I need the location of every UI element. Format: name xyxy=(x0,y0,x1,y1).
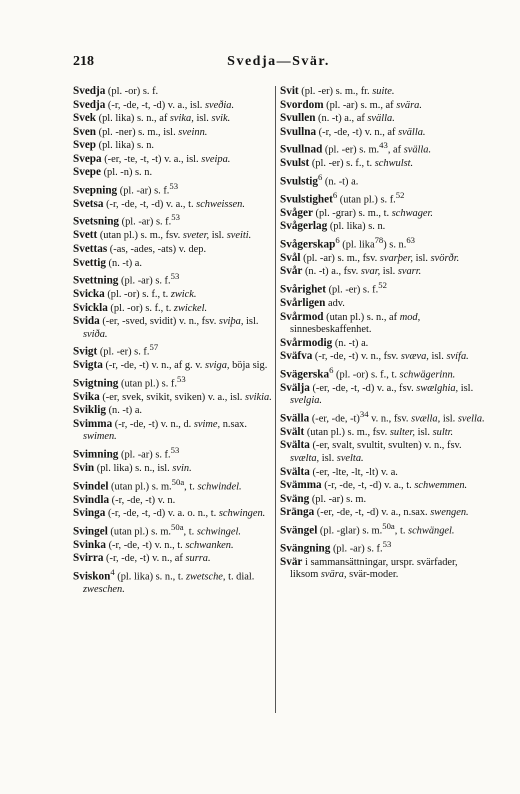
dictionary-entry: Svep (pl. lika) s. n. xyxy=(73,139,155,152)
dictionary-entry: Svinka (-r, -de, -t) v. n., t. schwanken. xyxy=(73,538,234,551)
dictionary-entry: Svepe (pl. -n) s. n. xyxy=(73,166,153,179)
dictionary-entry: Svär i sammansättningar, urspr. svärfader, liksom svära, svär-moder. xyxy=(280,555,458,581)
dictionary-entry: Svulstighet$^6$ (utan pl.) s. f.$^{52}$ xyxy=(280,189,405,206)
column-divider xyxy=(275,86,276,713)
dictionary-entry: Svullna (-r, -de, -t) v. n., af svälla. xyxy=(280,125,426,138)
dictionary-entry: Svedja (-r, -de, -t, -d) v. a., isl. sveðia. xyxy=(73,98,235,111)
dictionary-entry: Svåger (pl. -grar) s. m., t. schwager. xyxy=(280,206,433,219)
dictionary-entry: Svinga (-r, -de, -t, -d) v. a. o. n., t. schwingen. xyxy=(73,507,266,520)
dictionary-entry: Svettig (n. -t) a. xyxy=(73,256,143,269)
dictionary-entry: Svullen (n. -t) a., af svälla. xyxy=(280,112,395,125)
dictionary-entry: Svett (utan pl.) s. m., fsv. sveter, isl. sveiti. xyxy=(73,229,252,242)
dictionary-entry: Sränga (-er, -de, -t, -d) v. a., n.sax. swengen. xyxy=(280,506,469,519)
dictionary-entry: Svit (pl. -er) s. m., fr. suite. xyxy=(280,85,395,97)
dictionary-entry: Svingel (utan pl.) s. m.$^{50a}$, t. schwingel. xyxy=(73,521,241,538)
dictionary-entry: Svulstig$^6$ (n. -t) a. xyxy=(280,171,359,188)
dictionary-entry: Svetsa (-r, -de, -t, -d) v. a., t. schweissen. xyxy=(73,197,245,210)
dictionary-entry: Svårighet (pl. -er) s. f.$^{52}$ xyxy=(280,279,387,296)
dictionary-entry: Svigta (-r, -de, -t) v. n., af g. v. sviga, böja sig. xyxy=(73,359,268,372)
dictionary-entry: Svepning (pl. -ar) s. f.$^{53}$ xyxy=(73,180,179,197)
dictionary-entry: Svedja (pl. -or) s. f. xyxy=(73,85,159,97)
dictionary-entry: Svimma (-r, -de, -t) v. n., d. svime, n.sax. swimen. xyxy=(73,417,247,443)
dictionary-entry: Svirra (-r, -de, -t) v. n., af surra. xyxy=(73,552,211,565)
dictionary-entry: Svängel (pl. -glar) s. m.$^{50a}$, t. schwängel. xyxy=(280,520,455,537)
dictionary-entry: Svettning (pl. -ar) s. f.$^{53}$ xyxy=(73,271,180,287)
page-header xyxy=(73,54,484,72)
dictionary-entry: Svindel (utan pl.) s. m.$^{50a}$, t. schwindel. xyxy=(73,476,242,493)
dictionary-entry: Svickla (pl. -or) s. f., t. zwickel. xyxy=(73,301,208,314)
dictionary-entry: Svin (pl. lika) s. n., isl. svin. xyxy=(73,462,192,475)
dictionary-entry: Sven (pl. -ner) s. m., isl. sveinn. xyxy=(73,125,208,138)
dictionary-entry: Svek (pl. lika) s. n., af svika, isl. svik. xyxy=(73,112,231,125)
dictionary-entry: Svullnad (pl. -er) s. m.$^{43}$, af svälla. xyxy=(280,140,432,156)
dictionary-entry: Svälta (-er, svalt, svultit, svulten) v. n., fsv. svælta, isl. svelta. xyxy=(280,439,462,464)
dictionary-entry: Sväfva (-r, -de, -t) v. n., fsv. svæva, isl. svífa. xyxy=(280,350,469,363)
dictionary-entry: Svimning (pl. -ar) s. f.$^{53}$ xyxy=(73,445,180,461)
dictionary-entry: Svängning (pl. -ar) s. f.$^{53}$ xyxy=(280,538,392,555)
dictionary-entry: Svälla (-er, -de, -t)$^{34}$ v. n., fsv. svælla, isl. svella. xyxy=(280,408,485,425)
dictionary-entry: Svält (utan pl.) s. m., fsv. sulter, isl. sultr. xyxy=(280,425,454,438)
dictionary-entry: Svetsning (pl. -ar) s. f.$^{53}$ xyxy=(73,212,180,228)
dictionary-entry: Svämma (-r, -de, -t, -d) v. a., t. schwemmen. xyxy=(280,479,468,492)
dictionary-entry: Svordom (pl. -ar) s. m., af svära. xyxy=(280,98,422,111)
dictionary-entry: Svika (-er, svek, svikit, sviken) v. a., isl. svikia. xyxy=(73,390,272,403)
dictionary-entry: Svål (pl. -ar) s. m., fsv. svarþer, isl. svörðr. xyxy=(280,251,460,264)
right-column xyxy=(280,85,488,582)
dictionary-entry: Svårligen adv. xyxy=(280,297,345,309)
dictionary-entry: Sviklig (n. -t) a. xyxy=(73,404,143,417)
page-number: 218 xyxy=(73,54,94,69)
dictionary-entry: Svägerska$^6$ (pl. -or) s. f., t. schwägerinn. xyxy=(280,364,456,381)
dictionary-entry: Svindla (-r, -de, -t) v. n. xyxy=(73,493,176,506)
dictionary-entry: Svågerskap$^6$ (pl. lika$^{78}$) s. n.$^{63}$ xyxy=(280,234,415,251)
dictionary-entry: Svulst (pl. -er) s. f., t. schwulst. xyxy=(280,157,414,170)
dictionary-entry: Svälja (-er, -de, -t, -d) v. a., fsv. swælghia, isl. svelgia. xyxy=(280,381,474,407)
dictionary-entry: Svettas (-as, -ades, -ats) v. dep. xyxy=(73,242,207,255)
dictionary-entry: Svårmodig (n. -t) a. xyxy=(280,336,369,349)
dictionary-entry: Svälta (-er, -lte, -lt, -lt) v. a. xyxy=(280,465,398,478)
dictionary-entry: Svår (n. -t) a., fsv. svar, isl. svarr. xyxy=(280,265,422,278)
dictionary-entry: Svepa (-er, -te, -t, -t) v. a., isl. sveipa. xyxy=(73,152,231,165)
dictionary-entry: Svågerlag (pl. lika) s. n. xyxy=(280,220,386,233)
dictionary-entry: Svigt (pl. -er) s. f.$^{57}$ xyxy=(73,342,159,358)
page-title: Svedja—Svär. xyxy=(227,54,330,69)
dictionary-entry: Svida (-er, -sved, svidit) v. n., fsv. sviþa, isl. sviða. xyxy=(73,315,259,340)
dictionary-entry: Sviskon$^4$ (pl. lika) s. n., t. zwetsche, t. dial. zweschen. xyxy=(73,566,255,595)
dictionary-entry: Svigtning (utan pl.) s. f.$^{53}$ xyxy=(73,373,186,390)
dictionary-entry: Svicka (pl. -or) s. f., t. zwick. xyxy=(73,288,197,301)
dictionary-entry: Sväng (pl. -ar) s. m. xyxy=(280,492,367,505)
left-column xyxy=(73,85,281,596)
dictionary-entry: Svårmod (utan pl.) s. n., af mod, sinnesbeskaffenhet. xyxy=(280,310,421,336)
